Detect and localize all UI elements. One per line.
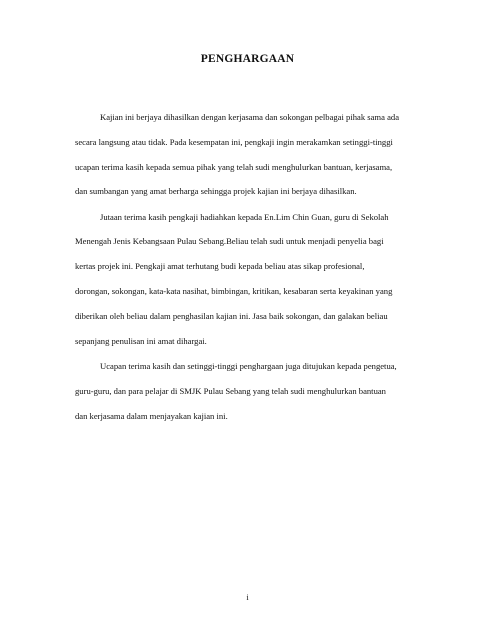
paragraph-3-line-2: guru-guru, dan para pelajar di SMJK Pulau Sebang yang telah sudi menghulurkan bantuan [75,386,386,396]
paragraph-3-line-3: dan kerjasama dalam menjayakan kajian ini. [75,411,228,421]
paragraph-2-line-6: sepanjang penulisan ini amat dihargai. [75,336,207,346]
page-title: PENGHARGAAN [200,53,295,65]
paragraph-1-line-4: dan sumbangan yang amat berharga sehingga projek kajian ini berjaya dihasilkan. [75,186,357,196]
paragraph-1-line-3: ucapan terima kasih kepada semua pihak yang telah sudi menghulurkan bantuan, kerjasama, [75,162,393,172]
paragraph-2-line-4: dorongan, sokongan, kata-kata nasihat, bimbingan, kritikan, kesabaran serta keyakinan yang [75,286,393,296]
page-number: i [246,592,249,602]
paragraph-1-line-1: Kajian ini berjaya dihasilkan dengan kerjasama dan sokongan pelbagai pihak sama ada [100,112,400,122]
paragraph-1-line-2: secara langsung atau tidak. Pada kesempatan ini, pengkaji ingin merakamkan setinggi-tinggi [75,137,393,147]
paragraph-3-line-1: Ucapan terima kasih dan setinggi-tinggi penghargaan juga ditujukan kepada pengetua, [100,361,397,371]
paragraph-2-line-1: Jutaan terima kasih pengkaji hadiahkan kepada En.Lim Chin Guan, guru di Sekolah [100,212,389,222]
paragraph-2-line-5: diberikan oleh beliau dalam penghasilan kajian ini. Jasa baik sokongan, dan galakan beliau [75,311,388,321]
paragraph-2-line-2: Menengah Jenis Kebangsaan Pulau Sebang.Beliau telah sudi untuk menjadi penyelia bagi [75,236,384,246]
paragraph-2-line-3: kertas projek ini. Pengkaji amat terhutang budi kepada beliau atas sikap profesional, [75,261,365,271]
